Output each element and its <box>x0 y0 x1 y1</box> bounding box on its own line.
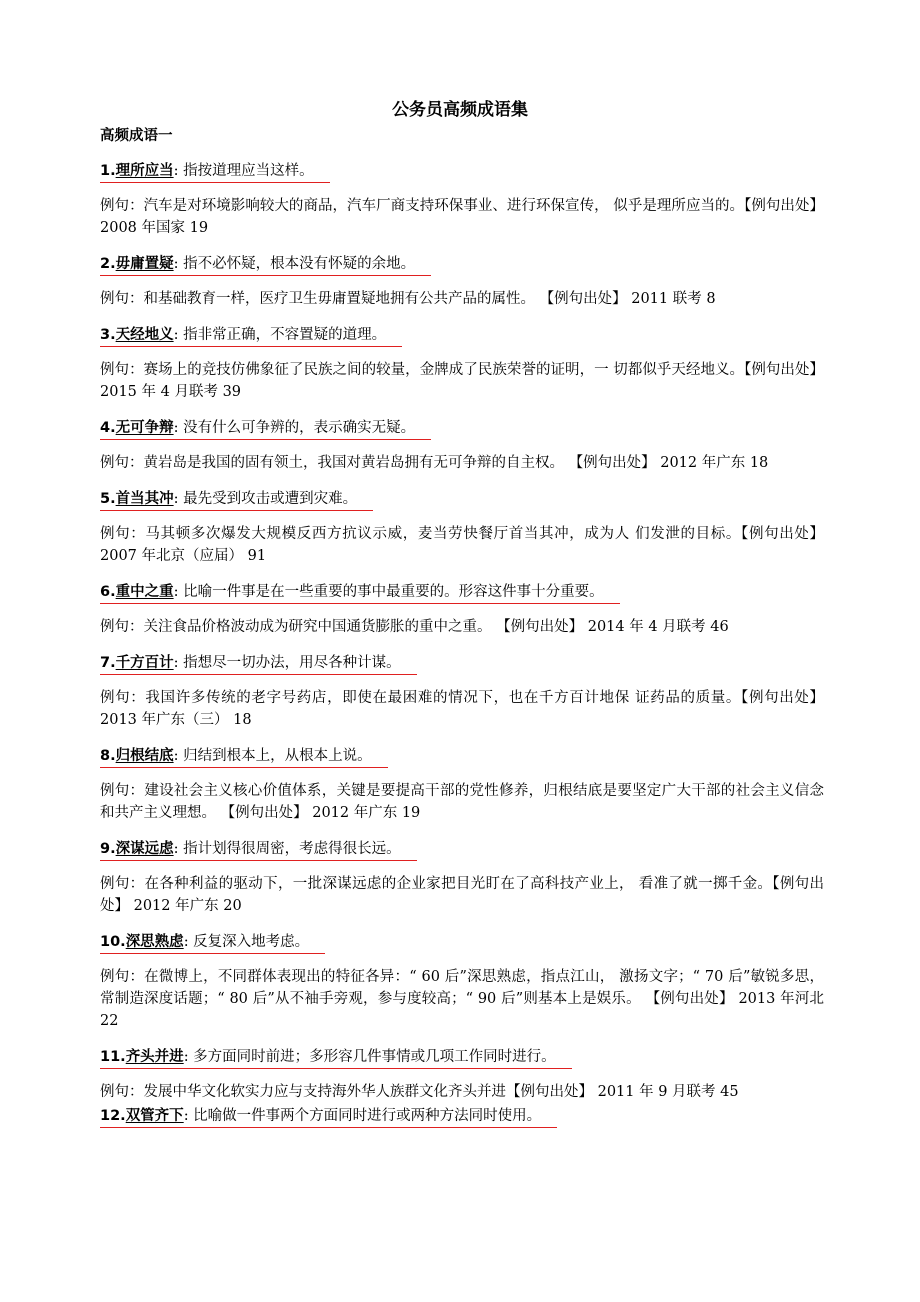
idiom-number: 7. <box>100 655 116 671</box>
idiom-term: 重中之重 <box>115 584 174 600</box>
idiom-example: 例句：建设社会主义核心价值体系，关键是要提高干部的党性修养，归根结底是要坚定广大干部的社会主义信念和共产主义理想。 【例句出处】 2012 年广东 19 <box>100 783 824 821</box>
idiom-number: 5. <box>100 491 116 507</box>
idiom-example: 例句：马其顿多次爆发大规模反西方抗议示威，麦当劳快餐厅首当其冲，成为人 们发泄的目标。【例句出处】 2007 年北京（应届） 91 <box>100 526 824 564</box>
idiom-example: 例句：汽车是对环境影响较大的商品，汽车厂商支持环保事业、进行环保宣传， 似乎是理所应当的。【例句出处】2008 年国家 19 <box>100 198 824 236</box>
idiom-example: 例句：和基础教育一样，医疗卫生毋庸置疑地拥有公共产品的属性。 【例句出处】 2011 联考 8 <box>100 291 716 307</box>
idiom-number: 9. <box>100 841 116 857</box>
idiom-definition: : 指非常正确，不容置疑的道理。 <box>173 327 387 343</box>
idiom-number: 11. <box>100 1049 126 1065</box>
idiom-number: 4. <box>100 420 116 436</box>
document-title: 公务员高频成语集 <box>392 100 528 120</box>
idiom-entry-3 <box>100 324 824 403</box>
idiom-term: 深思熟虑 <box>125 934 184 950</box>
idiom-definition: : 反复深入地考虑。 <box>183 934 310 950</box>
idiom-example: 例句：关注食品价格波动成为研究中国通货膨胀的重中之重。 【例句出处】 2014 年 4 月联考 46 <box>100 619 729 635</box>
idiom-term: 深谋远虑 <box>115 841 174 857</box>
idiom-entry-11 <box>100 1046 824 1103</box>
idiom-entry-4 <box>100 417 824 474</box>
idiom-heading <box>100 745 388 768</box>
idiom-definition: : 比喻一件事是在一些重要的事中最重要的。形容这件事十分重要。 <box>173 584 604 600</box>
section-heading: 高频成语一 <box>100 128 173 144</box>
idiom-example: 例句：在各种利益的驱动下，一批深谋远虑的企业家把目光盯在了高科技产业上， 看准了就一掷千金。【例句出处】 2012 年广东 20 <box>100 876 824 914</box>
idiom-definition: : 没有什么可争辨的，表示确实无疑。 <box>173 420 416 436</box>
idiom-definition: : 指按道理应当这样。 <box>173 163 314 179</box>
idiom-entry-12 <box>100 1105 824 1128</box>
idiom-entry-1 <box>100 160 824 239</box>
idiom-number: 3. <box>100 327 116 343</box>
idiom-number: 1. <box>100 163 116 179</box>
idiom-heading <box>100 1105 557 1128</box>
idiom-example: 例句：我国许多传统的老字号药店，即使在最困难的情况下，也在千方百计地保 证药品的质量。【例句出处】 2013 年广东（三） 18 <box>100 690 824 728</box>
idiom-number: 10. <box>100 934 126 950</box>
idiom-heading <box>100 838 417 861</box>
idiom-entry-2 <box>100 253 824 310</box>
idiom-heading <box>100 160 330 183</box>
idiom-heading <box>100 417 431 440</box>
idiom-heading <box>100 652 417 675</box>
idiom-term: 归根结底 <box>115 748 174 764</box>
idiom-heading <box>100 1046 572 1069</box>
idiom-number: 2. <box>100 256 116 272</box>
idiom-example: 例句：赛场上的竞技仿佛象征了民族之间的较量，金牌成了民族荣誉的证明，一 切都似乎天经地义。【例句出处】2015 年 4 月联考 39 <box>100 362 824 400</box>
idiom-definition: : 多方面同时前进；多形容几件事情或几项工作同时进行。 <box>183 1049 556 1065</box>
idiom-heading <box>100 324 402 347</box>
idiom-heading <box>100 931 325 954</box>
idiom-term: 理所应当 <box>115 163 174 179</box>
idiom-entry-8 <box>100 745 824 824</box>
idiom-number: 8. <box>100 748 116 764</box>
idiom-definition: : 归结到根本上，从根本上说。 <box>173 748 372 764</box>
idiom-term: 首当其冲 <box>115 491 174 507</box>
idiom-heading <box>100 581 620 604</box>
idiom-heading <box>100 253 431 276</box>
idiom-example: 例句：在微博上，不同群体表现出的特征各异：“ 60 后”深思熟虑，指点江山， 激扬文字；“ 70 后”敏锐多思，常制造深度话题；“ 80 后”从不袖手旁观，参与度较高；“ 90 后”则基本上是娱乐。 【例句出处】 2013 年河北 22 <box>100 969 824 1029</box>
idiom-entry-10 <box>100 931 824 1032</box>
idiom-example: 例句：发展中华文化软实力应与支持海外华人族群文化齐头并进【例句出处】 2011 年 9 月联考 45 <box>100 1084 739 1100</box>
idiom-definition: : 最先受到攻击或遭到灾难。 <box>173 491 358 507</box>
idiom-heading <box>100 488 373 511</box>
idiom-definition: : 指想尽一切办法，用尽各种计谋。 <box>173 655 401 671</box>
idiom-entry-5 <box>100 488 824 567</box>
idiom-term: 毋庸置疑 <box>115 256 174 272</box>
idiom-entry-7 <box>100 652 824 731</box>
idiom-term: 无可争辩 <box>115 420 174 436</box>
idiom-definition: : 指不必怀疑，根本没有怀疑的余地。 <box>173 256 416 272</box>
idiom-term: 天经地义 <box>115 327 174 343</box>
idiom-term: 千方百计 <box>115 655 174 671</box>
idiom-example: 例句：黄岩岛是我国的固有领土，我国对黄岩岛拥有无可争辩的自主权。 【例句出处】 2012 年广东 18 <box>100 455 769 471</box>
idiom-term: 齐头并进 <box>125 1049 184 1065</box>
idiom-term: 双管齐下 <box>125 1108 184 1124</box>
idiom-entry-9 <box>100 838 824 917</box>
idiom-definition: : 指计划得很周密，考虑得很长远。 <box>173 841 401 857</box>
idiom-number: 12. <box>100 1108 126 1124</box>
idiom-definition: : 比喻做一件事两个方面同时进行或两种方法同时使用。 <box>183 1108 542 1124</box>
idiom-number: 6. <box>100 584 116 600</box>
entry-list <box>100 160 824 1142</box>
idiom-entry-6 <box>100 581 824 638</box>
